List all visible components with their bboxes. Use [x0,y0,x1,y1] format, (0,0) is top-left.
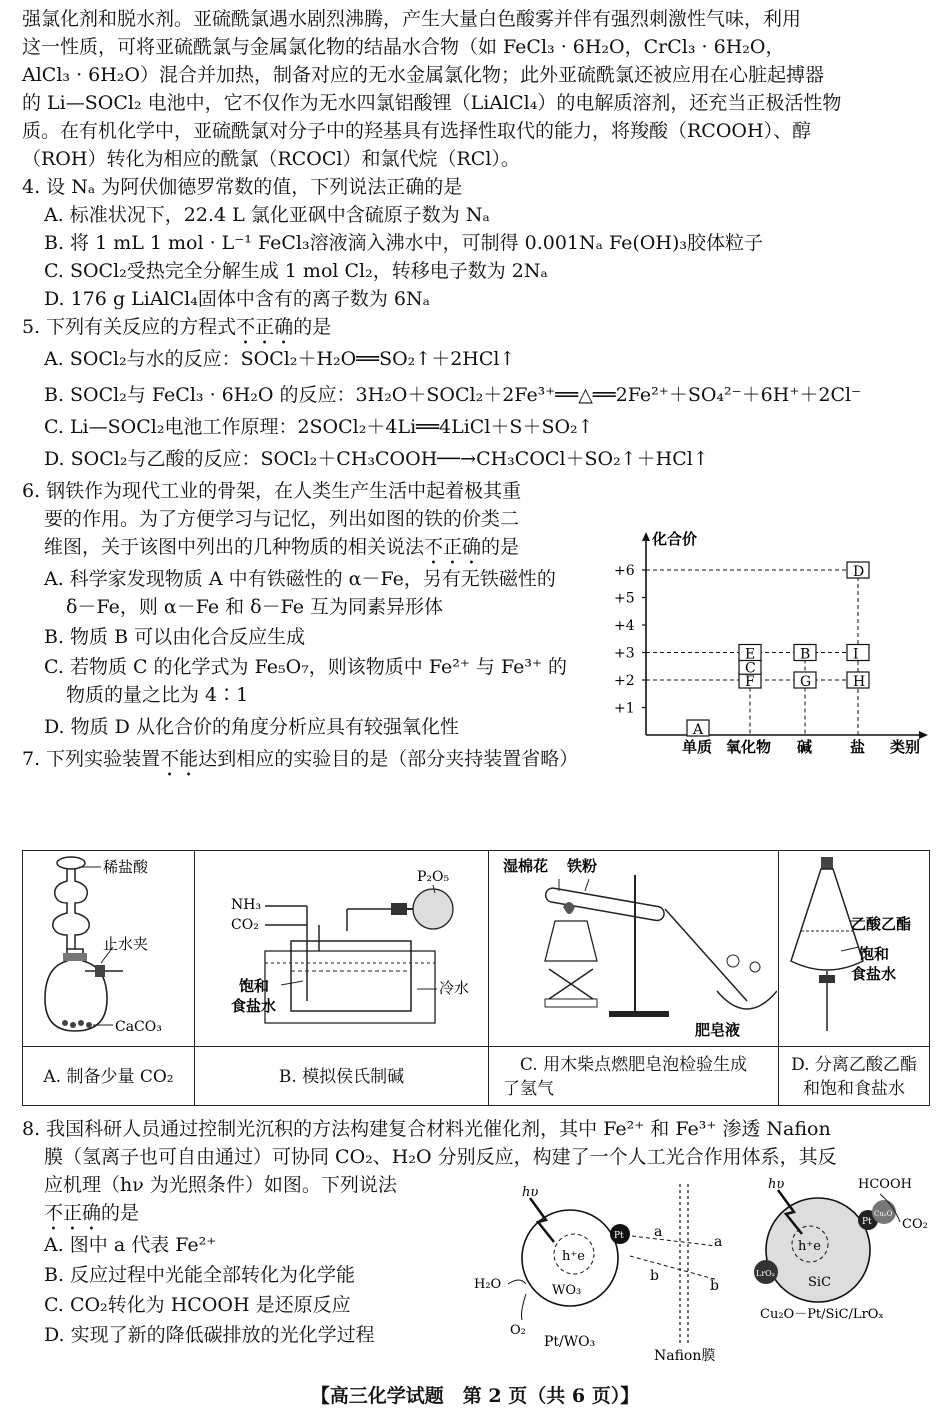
funnel-stopper [821,857,833,869]
q8-stem-4 [44,1200,139,1235]
caption-c-1: C. 用木柴点燃肥皂泡检验生成 [519,1054,748,1075]
x-category-label: 单质 [682,738,713,756]
right-hcooh: HCOOH [858,1177,912,1192]
chart-axes [642,532,928,739]
y-axis-label: 化合价 [652,530,698,548]
intro-line-4: 的 Li—SOCl₂ 电池中，它不仅作为无水四氯铝酸锂（LiAlCl₄）的电解质溶剂，还充当正极活性物 [22,92,842,114]
q8-stem-2: 膜（氢离子也可自由通过）可协同 CO₂、H₂O 分别反应，构建了一个人工光合作用体系，其反 [44,1146,837,1168]
right-sic: SiC [808,1275,832,1290]
x-axis-label: 类别 [890,738,921,756]
caption-a: A. 制备少量 CO₂ [23,1046,195,1106]
left-he: h⁺e [562,1249,585,1264]
funnel-right [75,869,89,949]
x-category-label: 盐 [850,738,866,756]
intro-line-2: 这一性质，可将亚硫酰氯与金属氯化物的结晶水合物（如 FeCl₃ · 6H₂O，CrCl₃ · 6H₂O， [22,36,785,58]
right-a: a [714,1234,723,1250]
q4-option-a: A. 标准状况下，22.4 L 氯化亚砜中含硫原子数为 Nₐ [44,204,490,226]
q5-option-d: D. SOCl₂与乙酸的反应：SOCl₂＋CH₃COOH──→CH₃COCl＋SO₂↑＋HCl↑ [44,448,709,470]
apparatus-c-drawing [489,851,777,1044]
lamp [545,921,597,961]
q4-option-c: C. SOCl₂受热完全分解生成 1 mol Cl₂，转移电子数为 2Nₐ [44,260,548,282]
q8-stem-1: 8. 我国科研人员通过控制光沉积的方法构建复合材料光催化剂，其中 Fe²⁺ 和 Fe³⁺ 渗透 Nafion [22,1118,831,1140]
q5-stem [22,314,331,349]
y-tick-label: +5 [614,590,635,607]
x-category-label: 氧化物 [726,738,772,756]
right-hv: hυ [768,1177,785,1192]
q6-stem-pre: 维图，关于该图中列出的几种物质的相关说法 [44,536,425,558]
solid-3 [78,1020,84,1026]
brine-leader [281,981,303,985]
lightning-left [530,1198,554,1242]
point-label-F: F [745,674,755,690]
left-pt: Pt [614,1231,624,1241]
q6-option-a-2: δ－Fe，则 α－Fe 和 δ－Fe 互为同素异形体 [66,596,444,618]
q8-stem-emphasis: 不正确 [44,1202,102,1224]
right-caption: Cu₂O－Pt/SiC/LrOₓ [760,1307,884,1322]
reaction-tube [545,887,666,922]
y-tick-label: +4 [614,618,635,634]
q8-option-d: D. 实现了新的降低碳排放的光化学过程 [44,1324,375,1346]
a-arrow [632,1236,716,1246]
label-clip: 止水夹 [103,935,149,953]
apparatus-c [489,851,779,1046]
y-tick-label: +3 [614,645,635,662]
h2o-arrow [508,1280,526,1284]
membrane-label: Nafion膜 [654,1348,716,1364]
caption-c-2: 了氢气 [503,1078,554,1099]
q4-stem: 4. 设 Nₐ 为阿伏伽德罗常数的值，下列说法正确的是 [22,176,463,198]
caption-d-1: D. 分离乙酸乙酯 [791,1054,917,1075]
q6-option-c-2: 物质的量之比为 4∶1 [66,684,249,706]
flask [45,949,107,1031]
q5-stem-pre: 5. 下列有关反应的方程式 [22,316,237,338]
q4-option-d: D. 176 g LiAlCl₄固体中含有的离子数为 6Nₐ [44,288,430,310]
label-caco3: CaCO₃ [115,1019,162,1035]
solid-1 [62,1020,68,1026]
q7-apparatus-table [22,850,930,1106]
left-a: a [654,1224,663,1240]
q8-option-b: B. 反应过程中光能全部转化为化学能 [44,1264,356,1286]
q6-stem-2: 要的作用。为了方便学习与记忆，列出如图的铁的价类二 [44,508,520,530]
left-o2: O₂ [510,1323,526,1338]
y-tick-label: +1 [614,700,635,717]
q5-stem-emphasis: 不正确 [236,316,294,338]
point-label-A: A [693,722,704,738]
intro-line-1: 强氯化剂和脱水剂。亚硫酰氯遇水剧烈沸腾，产生大量白色酸雾并伴有强烈刺激性气味，利用 [22,8,802,30]
q6-stem-1: 6. 钢铁作为现代工业的骨架，在人类生产生活中起着极其重 [22,480,522,502]
stand-base [609,1011,669,1017]
q5-option-b: B. SOCl₂与 FeCl₃ · 6H₂O 的反应：3H₂O＋SOCl₂＋2Fe³⁺══△══2Fe²⁺＋SO₄²⁻＋6H⁺＋2Cl⁻ [44,384,862,406]
q8-stem-post: 的是 [101,1202,140,1224]
b-arrow [630,1256,718,1280]
q4-option-b: B. 将 1 mL 1 mol · L⁻¹ FeCl₃溶液滴入沸水中，可制得 0.001Nₐ Fe(OH)₃胶体粒子 [44,232,763,254]
jack-base [545,999,597,1007]
q6-option-d: D. 物质 D 从化合价的角度分析应具有较强氧化性 [44,716,459,738]
q5-stem-post: 的是 [293,316,332,338]
right-co2: CO₂ [902,1217,928,1232]
label-brine-2: 食盐水 [231,997,277,1015]
intro-line-5: 质。在有机化学中，亚硫酰氯对分子中的羟基具有选择性取代的能力，将羧酸（RCOOH）、醇 [22,120,812,142]
q6-stem-3 [44,534,519,569]
left-hv: hυ [522,1185,539,1200]
q8-stem-3: 应机理（hν 为光照条件）如图。下列说法 [44,1174,397,1196]
label-d-brine-1: 饱和 [859,945,890,963]
y-tick-label: +6 [614,563,635,579]
solid-4 [86,1022,92,1028]
intro-line-6: （ROH）转化为相应的酰氯（RCOCl）和氯代烷（RCl）。 [22,148,520,170]
q6-option-a-1: A. 科学家发现物质 A 中有铁磁性的 α－Fe，另有无铁磁性的 [44,568,556,590]
left-wo3: WO₃ [552,1283,582,1298]
q6-option-c-1: C. 若物质 C 的化学式为 Fe₅O₇，则该物质中 Fe²⁺ 与 Fe³⁺ 的 [44,656,568,678]
q7-stem-post: 达到相应的实验目的是（部分夹持装置省略） [198,748,579,770]
label-brine-1: 饱和 [239,977,270,995]
right-pt: Pt [862,1217,872,1227]
label-nh3: NH₃ [231,897,262,913]
lab-jack [549,969,593,999]
bubble-2 [750,962,760,972]
apparatus-a [23,851,195,1046]
intro-line-3: AlCl₃ · 6H₂O）混合并加热，制备对应的无水金属氯化物；此外亚硫酰氯还被应用在心脏起搏器 [22,64,825,86]
bubble-1 [727,955,739,967]
drying-bulb [413,889,453,929]
label-wet-cotton: 湿棉花 [503,857,549,875]
q5-option-a: A. SOCl₂与水的反应：SOCl₂＋H₂O══SO₂↑＋2HCl↑ [44,348,516,370]
clip [95,965,105,977]
q7-stem-emphasis: 不能 [160,748,199,770]
funnel-left [53,869,67,949]
x-category-label: 碱 [797,738,813,756]
point-label-G: G [800,674,812,690]
q7-stem [22,746,578,781]
stopcock [819,975,835,983]
label-dilute-hcl: 稀盐酸 [103,858,149,876]
apparatus-d-drawing [779,851,929,1044]
label-cold-water: 冷水 [439,979,470,997]
q7-stem-pre: 7. 下列实验装置 [22,748,161,770]
y-axis-arrow [642,532,650,541]
label-ethyl-acetate: 乙酸乙酯 [851,915,912,933]
q8-option-a: A. 图中 a 代表 Fe²⁺ [44,1234,217,1256]
apparatus-b [195,851,489,1046]
right-lro: LrOₓ [756,1269,776,1278]
q5-option-c: C. Li—SOCl₂电池工作原理：2SOCl₂＋4Li══4LiCl＋S＋SO₂↑ [44,416,594,438]
photocatalysis-diagram [470,1176,940,1366]
page-footer: 【高三化学试题 第 2 页（共 6 页）】 [310,1385,640,1407]
point-label-I: I [853,646,859,663]
point-label-H: H [853,674,866,690]
solid-2 [70,1022,76,1028]
connector [391,903,407,915]
x-axis-arrow [919,731,928,739]
q6-option-b: B. 物质 B 可以由化合反应生成 [44,626,306,648]
brine-d-leader [841,947,859,951]
o2-arrow [522,1294,527,1320]
q6-stem-post: 的是 [481,536,520,558]
caption-c [489,1046,779,1106]
label-soap: 肥皂液 [695,1021,741,1039]
point-label-E: E [745,646,756,663]
iron-valence-chart [610,530,940,770]
caption-b: B. 模拟侯氏制碱 [195,1046,489,1106]
y-tick-label: +2 [614,673,635,689]
label-p2o5: P₂O₅ [417,869,450,885]
right-cu2o: Cu₂O [874,1210,893,1218]
label-iron-powder: 铁粉 [567,857,598,875]
label-d-brine-2: 食盐水 [851,965,897,983]
point-label-B: B [800,646,811,663]
left-b: b [650,1268,659,1284]
apparatus-b-drawing [195,851,487,1044]
apparatus-d [779,851,929,1046]
q6-stem-emphasis: 不正确 [424,536,482,558]
left-caption: Pt/WO₃ [544,1334,596,1350]
right-he: h⁺e [798,1239,821,1254]
caption-d [779,1046,929,1106]
caption-d-2: 和饱和食盐水 [803,1078,905,1099]
stopper [63,953,87,961]
apparatus-a-drawing [23,851,193,1044]
point-label-D: D [853,564,865,580]
iron-leader [585,879,589,891]
q8-option-c: C. CO₂转化为 HCOOH 是还原反应 [44,1294,351,1316]
point-label-C: C [745,660,756,677]
right-b: b [710,1278,719,1294]
label-co2-in: CO₂ [231,917,259,933]
left-h2o: H₂O [474,1277,502,1292]
